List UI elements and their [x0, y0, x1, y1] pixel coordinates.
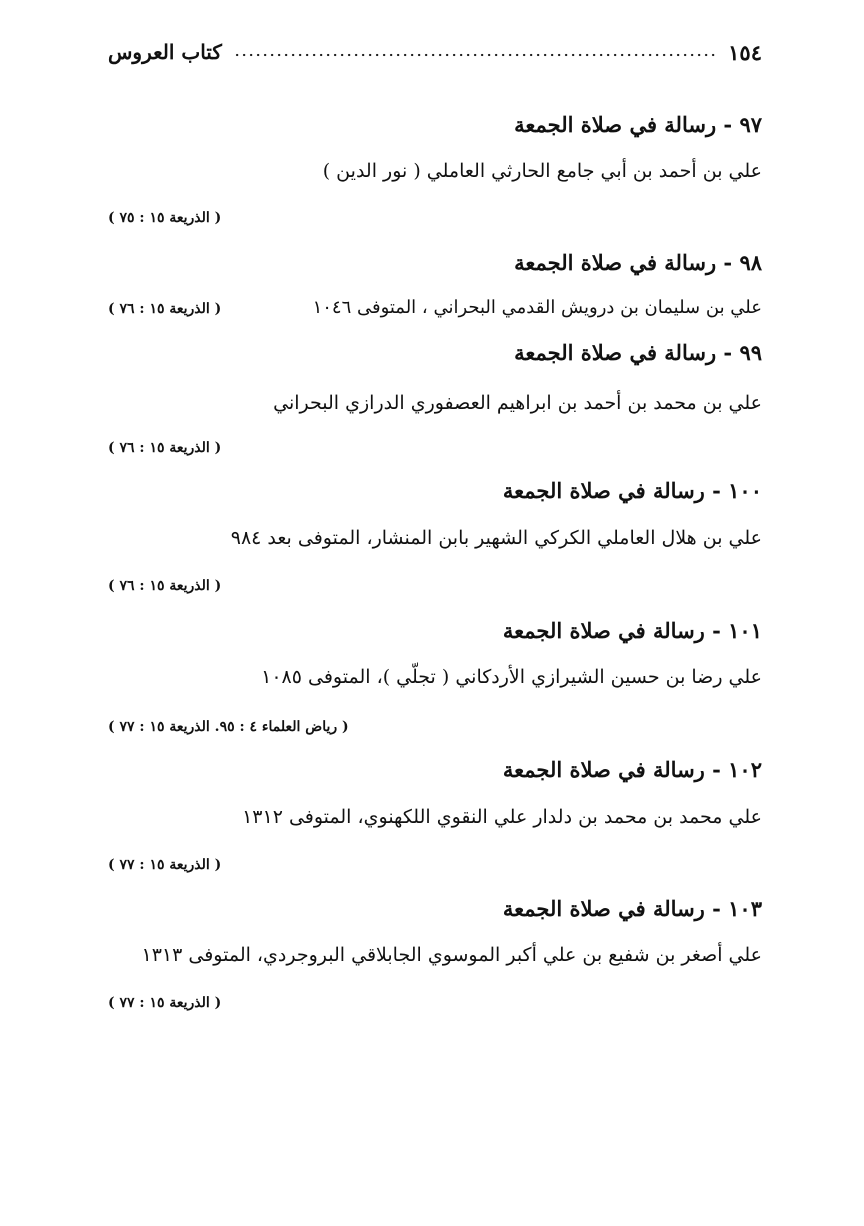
entry-author: علي بن هلال العاملي الكركي الشهير بابن المنشار، المتوفى بعد ٩٨٤: [230, 527, 762, 549]
entry-author: علي رضا بن حسين الشيرازي الأردكاني ( تجلّي )، المتوفى ١٠٨٥: [261, 666, 762, 688]
entry-author: علي بن سليمان بن درويش القدمي البحراني ، المتوفى ١٠٤٦: [312, 297, 762, 318]
entry-author: علي بن محمد بن أحمد بن ابراهيم العصفوري الدرازي البحراني: [273, 392, 762, 414]
entry-reference: ( الذريعة ١٥ : ٧٦ ): [108, 578, 222, 594]
entry-reference: ( الذريعة ١٥ : ٧٧ ): [108, 995, 222, 1011]
entry-title: ١٠٣ - رسالة في صلاة الجمعة: [502, 896, 762, 921]
entry-reference: ( الذريعة ١٥ : ٧٦ ): [108, 440, 222, 456]
entry-author: علي بن أحمد بن أبي جامع الحارثي العاملي ( نور الدين ): [322, 160, 762, 182]
entry-author: علي محمد بن محمد بن دلدار علي النقوي اللكهنوي، المتوفى ١٣١٢: [242, 806, 762, 828]
entry-title: ٩٧ - رسالة في صلاة الجمعة: [514, 112, 762, 137]
entry-title: ١٠٠ - رسالة في صلاة الجمعة: [502, 478, 762, 503]
entry-author: علي أصغر بن شفيع بن علي أكبر الموسوي الجابلاقي البروجردي، المتوفى ١٣١٣: [141, 944, 762, 966]
entry-reference: ( الذريعة ١٥ : ٧٧ ): [108, 857, 222, 873]
book-title: كتاب العروس: [108, 40, 222, 64]
entry-title: ٩٩ - رسالة في صلاة الجمعة: [514, 340, 762, 365]
page-number: ١٥٤: [728, 39, 762, 65]
running-header: [108, 34, 762, 70]
entry-title: ٩٨ - رسالة في صلاة الجمعة: [514, 250, 762, 275]
entry-title: ١٠٢ - رسالة في صلاة الجمعة: [502, 757, 762, 782]
entry-reference: ( رياض العلماء ٤ : ٩٥. الذريعة ١٥ : ٧٧ ): [108, 719, 349, 735]
entry-reference: ( الذريعة ١٥ : ٧٦ ): [108, 301, 222, 317]
entry-author-row: [108, 297, 762, 318]
entry-reference: ( الذريعة ١٥ : ٧٥ ): [108, 210, 222, 226]
header-dot-leader: [234, 53, 716, 57]
entry-title: ١٠١ - رسالة في صلاة الجمعة: [502, 618, 762, 643]
